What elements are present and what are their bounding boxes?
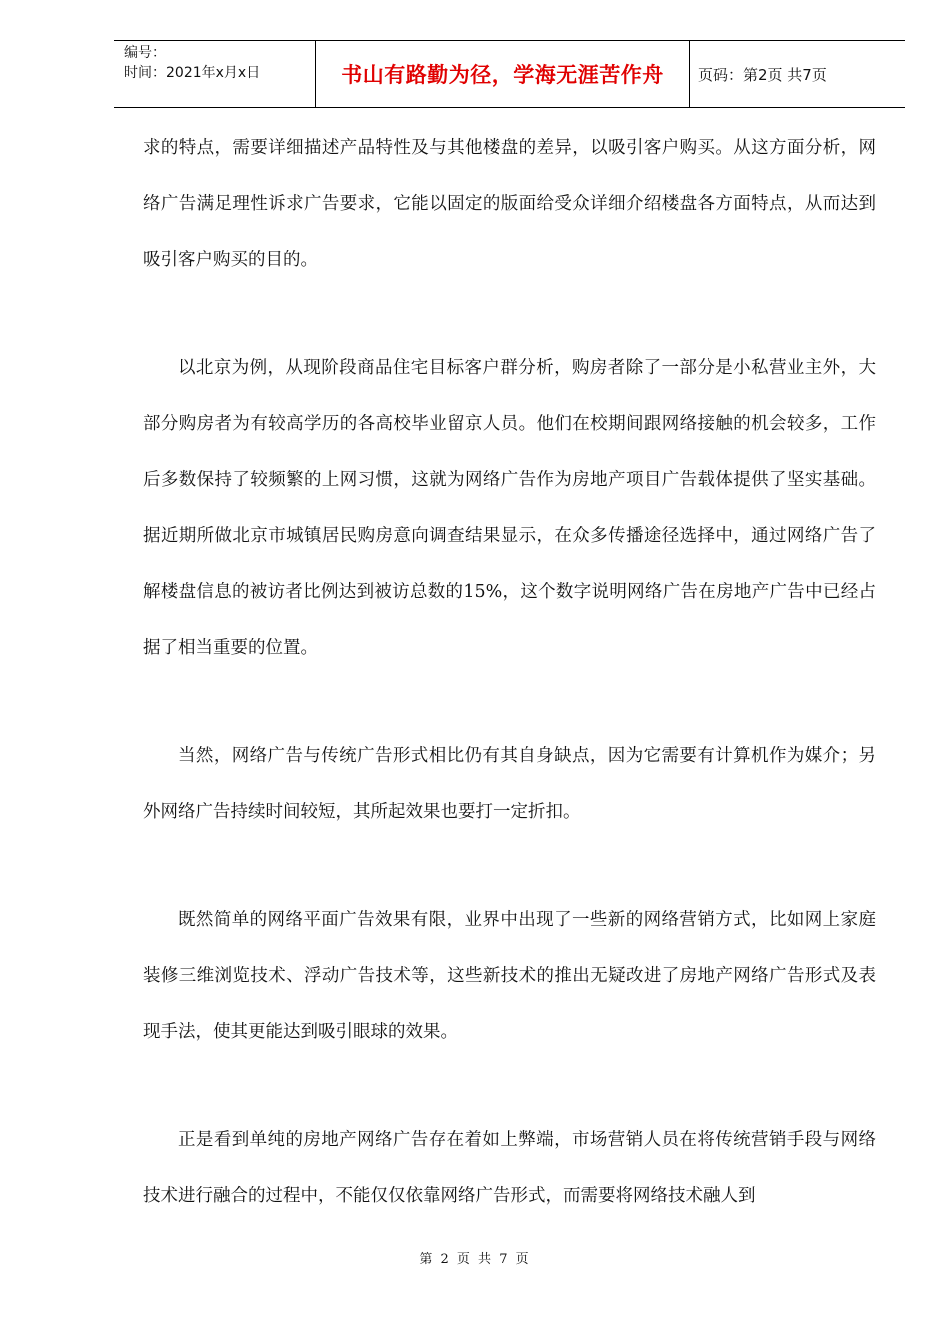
header-meta: [114, 41, 316, 107]
paragraph-4: 既然简单的网络平面广告效果有限，业界中出现了一些新的网络营销方式，比如网上家庭装修三维浏览技术、浮动广告技术等，这些新技术的推出无疑改进了房地产网络广告形式及表现手法，使其更能达到吸引眼球的效果。: [143, 910, 876, 1042]
page-footer: 第 2 页 共 7 页: [419, 1252, 531, 1267]
document-date: 时间：2021年x月x日: [124, 65, 261, 81]
page-header: [114, 40, 905, 108]
header-motto: 书山有路勤为径，学海无涯苦作舟: [316, 41, 690, 107]
paragraph-2: 以北京为例，从现阶段商品住宅目标客户群分析，购房者除了一部分是小私营业主外，大部分购房者为有较高学历的各高校毕业留京人员。他们在校期间跟网络接触的机会较多，工作后多数保持了较频繁的上网习惯，这就为网络广告作为房地产项目广告载体提供了坚实基础。据近期所做北京市城镇居民购房意向调查结果显示，在众多传播途径选择中，通过网络广告了解楼盘信息的被访者比例达到被访总数的15%，这个数字说明网络广告在房地产广告中已经占据了相当重要的位置。: [143, 358, 876, 658]
document-body: [143, 120, 876, 1224]
paragraph-5: 正是看到单纯的房地产网络广告存在着如上弊端，市场营销人员在将传统营销手段与网络技术进行融合的过程中，不能仅仅依靠网络广告形式，而需要将网络技术融人到: [143, 1130, 876, 1206]
header-page-indicator: 页码：第2页 共7页: [698, 65, 827, 84]
paragraph-1: 求的特点，需要详细描述产品特性及与其他楼盘的差异，以吸引客户购买。从这方面分析，网络广告满足理性诉求广告要求，它能以固定的版面给受众详细介绍楼盘各方面特点，从而达到吸引客户购买的目的。: [143, 138, 876, 270]
document-number-label: 编号：: [124, 45, 166, 61]
paragraph-3: 当然，网络广告与传统广告形式相比仍有其自身缺点，因为它需要有计算机作为媒介；另外网络广告持续时间较短，其所起效果也要打一定折扣。: [143, 746, 876, 822]
